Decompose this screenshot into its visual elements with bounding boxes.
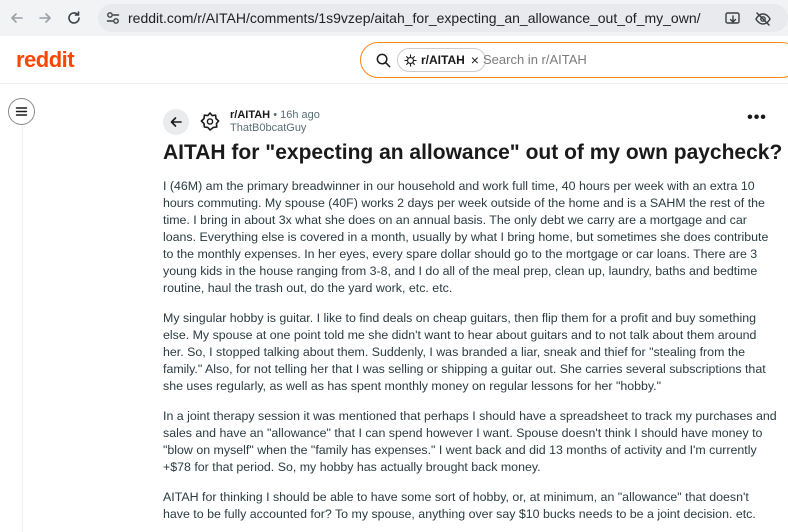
search-icon [375,52,392,69]
browser-toolbar [0,0,788,36]
post-paragraph: AITAH for thinking I should be able to have some sort of hobby, or, at minimum, an "allowance" that doesn't have to be fully accounted for? To my spouse, anything over say $10 bucks needs to be a joint decision. etc. [163,490,756,521]
browser-forward-button[interactable] [34,7,56,29]
chip-close-icon[interactable]: × [470,52,479,68]
arrow-left-icon [9,10,25,26]
subreddit-avatar[interactable] [197,109,223,135]
arrow-right-icon [37,10,53,26]
post-title: AITAH for "expecting an allowance" out of my own paycheck? [163,141,783,164]
install-app-icon[interactable] [724,10,742,28]
arrow-left-icon [169,115,183,129]
subreddit-icon [404,54,417,67]
post-timestamp: 16h ago [280,109,320,121]
post-author[interactable]: ThatB0bcatGuy [230,122,307,134]
left-rail-divider [22,124,23,532]
subreddit-search-chip[interactable] [397,48,486,72]
post-body [163,178,779,532]
tune-icon[interactable] [104,9,122,27]
browser-reload-button[interactable] [63,7,85,29]
post-paragraph: In a joint therapy session it was mentioned that perhaps I should have a spreadsheet to track my purchases and sales and have an "allowance" that I can spend however I want. Spouse doesn't think I should have money to "blow on myself" when the "family has expenses." I went back and did 13 months of activity and I'm currently +$78 for that period. So, my hobby has actually brought back money. [163,409,777,474]
browser-back-button[interactable] [6,7,28,29]
subreddit-chip-label: r/AITAH [421,53,465,67]
subreddit-link[interactable]: r/AITAH [230,109,271,121]
address-bar[interactable] [98,4,788,32]
search-input[interactable]: Search in r/AITAH [483,52,587,67]
more-options-button[interactable]: ••• [747,109,767,126]
meta-separator: • [273,109,278,121]
post-back-button[interactable] [163,109,189,135]
eye-off-icon[interactable] [754,10,772,28]
hamburger-menu-icon [15,105,28,118]
open-navigation-button[interactable] [8,98,35,125]
search-bar[interactable] [360,42,788,78]
url-text[interactable]: reddit.com/r/AITAH/comments/1s9vzep/aitah_for_expecting_an_allowance_out_of_my_own/ [128,10,701,26]
reload-icon [66,10,82,26]
post-paragraph: I (46M) am the primary breadwinner in our household and work full time, 40 hours per week with an extra 10 hours commuting. My spouse (40F) works 2 days per week outside of the home and is a SAHM the rest of the time. I bring in about 3x what she does on an annual basis. The only debt we carry are a mortgage and car loans. Everything else is covered in a month, usually by what I bring home, but sometimes she does contribute to the monthly expenses. In her eyes, every spare dollar should go to the mortgage or car loans. There are 3 young kids in the house ranging from 3-8, and I do all of the meal prep, clean up, laundry, baths and bedtime routine, haul the trash out, do the yard work, etc. etc. [163,179,769,295]
post-paragraph: My singular hobby is guitar. I like to find deals on cheap guitars, then flip them for a profit and buy something else. My spouse at one point told me she didn't want to hear about guitars and to not talk about them around her. So, I stopped talking about them. Suddenly, I was branded a liar, sneak and thief for "stealing from the family." Also, for not telling her that I was selling or shipping a guitar out. She carries several subscriptions that she uses regularly, as well as has spent monthly money on regular lessons for her "hobby." [163,311,766,393]
post-meta [230,109,320,121]
reddit-header [0,36,788,84]
subreddit-avatar-icon [198,110,222,134]
reddit-logo[interactable]: reddit [16,47,75,72]
